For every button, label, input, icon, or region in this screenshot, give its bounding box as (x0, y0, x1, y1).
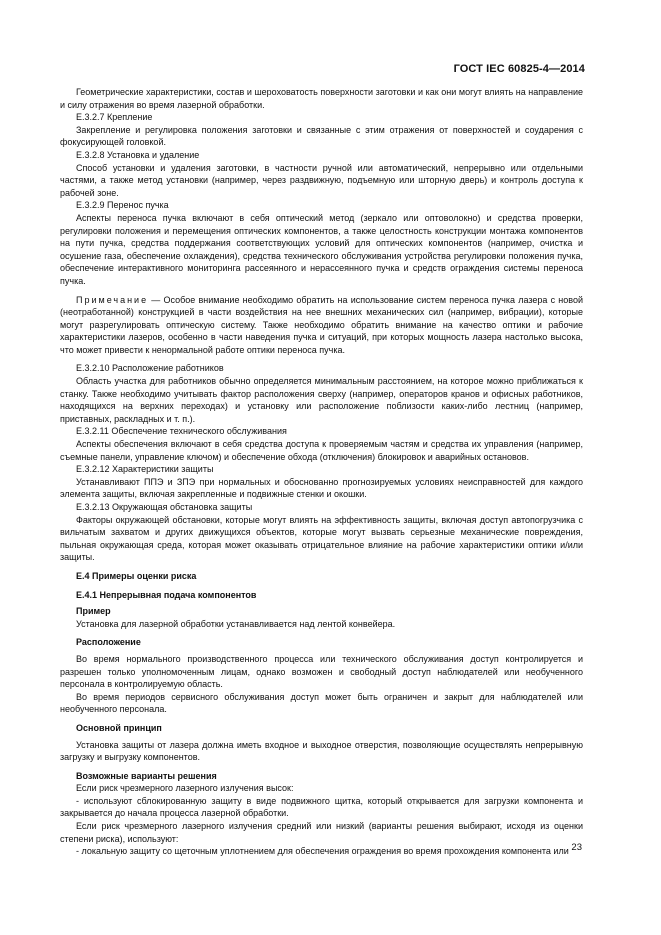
section-heading: Основной принцип (76, 722, 162, 733)
section-heading: Е.4 Примеры оценки риска (76, 570, 197, 581)
paragraph: Закрепление и регулировка положения заготовки и связанные с этим отражения от поверхностей и соударения с фокусирующей головкой. (60, 124, 583, 148)
paragraph: Установка защиты от лазера должна иметь входное и выходное отверстия, позволяющие осуществлять непрерывную загрузку и выгрузку компонентов. (60, 739, 583, 763)
paragraph: Установка для лазерной обработки устанавливается над лентой конвейера. (76, 618, 396, 629)
paragraph: - локальную защиту со щеточным уплотнением для обеспечения ограждения во время прохождения компонента или (76, 846, 569, 857)
section-heading: Е.4.1 Непрерывная подача компонентов (76, 589, 257, 600)
paragraph: Способ установки и удаления заготовки, в частности ручной или автоматический, непрерывно или отдельными частями, а также метод установки (например, через раздвижную, подъемную или шторную дверь) и контроль доступа к рабочей зоне. (60, 162, 583, 198)
section-heading: Возможные варианты решения (76, 770, 217, 781)
paragraph: Геометрические характеристики, состав и шероховатость поверхности заготовки и как они могут влиять на направление и силу отражения во время лазерной обработки. (60, 87, 583, 110)
clause-title: Е.3.2.10 Расположение работников (76, 363, 224, 374)
paragraph: Во время периодов сервисного обслуживания доступ может быть ограничен и закрыт для наблюдателей или необученного персонала. (60, 691, 583, 715)
paragraph: Область участка для работников обычно определяется минимальным расстоянием, на которое можно приближаться к станку. Также необходимо учитывать фактор расположения сверху (например, операторов кранов и офисных работников, находящихся на верхних переходах) и установку или расположение поблизости каких-либо лестниц (например, приставных, раскладных и т. п.). (60, 376, 583, 424)
document-body (60, 86, 583, 858)
paragraph: Факторы окружающей обстановки, которые могут влиять на эффективность защиты, включая доступ автопогрузчика с вильчатым захватом и других движущихся объектов, которые могут вызвать серьезные механические повреждения, пыльная окружающая среда, которая может оказывать отрицательное влияние на рабочие характеристики оптики и/или защиты. (60, 514, 583, 563)
clause-title: Е.3.2.9 Перенос пучка (76, 200, 169, 211)
document-header: ГОСТ IEC 60825-4—2014 (453, 63, 585, 75)
clause-title: Е.3.2.7 Крепление (76, 112, 153, 123)
paragraph: - используют сблокированную защиту в виде подвижного щитка, который открывается для загрузки компонента и закрывается до начала процесса лазерной обработки. (60, 795, 583, 819)
clause-title: Е.3.2.11 Обеспечение технического обслуживания (76, 426, 287, 437)
note-paragraph (60, 294, 583, 357)
paragraph: Аспекты обеспечения включают в себя средства доступа к проверяемым частям и средства их управления (например, съемные панели, управление ключом) и обеспечение обхода (отключения) блокировок и аварийных остановов. (60, 439, 583, 462)
section-heading: Расположение (76, 637, 141, 648)
paragraph: Аспекты переноса пучка включают в себя оптический метод (зеркало или оптоволокно) и средства проверки, регулировки положения и перемещения оптических компонентов, а также целостность конструкции монтажа компонентов на пути пучка, средства поддержания соответствующих условий для оптических компонентов (например, очистка и осушение газа, обеспечение охлаждения), средства технического обслуживания устройства регулировки положения пучка, обеспечение интерактивного мониторинга рассеянного и нерассеянного пучка и средств ограждения системы переноса пучка. (60, 212, 583, 286)
clause-title: Е.3.2.8 Установка и удаление (76, 149, 200, 160)
paragraph: Во время нормального производственного процесса или технического обслуживания доступ контролируется и разрешен только уполномоченным лицам, однако возможен и свободный доступ наблюдателей или необученного персонала в контролируемую область. (60, 653, 583, 690)
note-label: Примечание (76, 294, 149, 305)
paragraph: Если риск чрезмерного лазерного излучения средний или низкий (варианты решения выбирают, исходя из оценки степени риска), используют: (60, 821, 583, 844)
clause-title: Е.3.2.13 Окружающая обстановка защиты (76, 502, 253, 512)
page-number: 23 (571, 842, 582, 853)
clause-title: Е.3.2.12 Характеристики защиты (76, 464, 214, 475)
section-heading: Пример (76, 606, 111, 617)
paragraph: Устанавливают ППЭ и ЗПЭ при нормальных и обоснованно прогнозируемых условиях неисправностей для каждого элемента защиты, включая закрепленные и подвижные стенки и окошки. (60, 476, 583, 500)
paragraph: Если риск чрезмерного лазерного излучения высок: (76, 783, 294, 794)
note-text: — Особое внимание необходимо обратить на использование систем переноса пучка лазера с новой (неотработанной) конструкцией в части воздействия на нее внешних механических сил (например, вибрации), которые могут разрегулировать оптическую систему. Также необходимо обратить внимание на качество оптики и рабочие характеристики лазеров, особенно в части наведения пучка и ситуаций, при которых мощность лазера настолько высока, что может привести к ненормальной работе оптики переноса пучка. (60, 294, 583, 355)
